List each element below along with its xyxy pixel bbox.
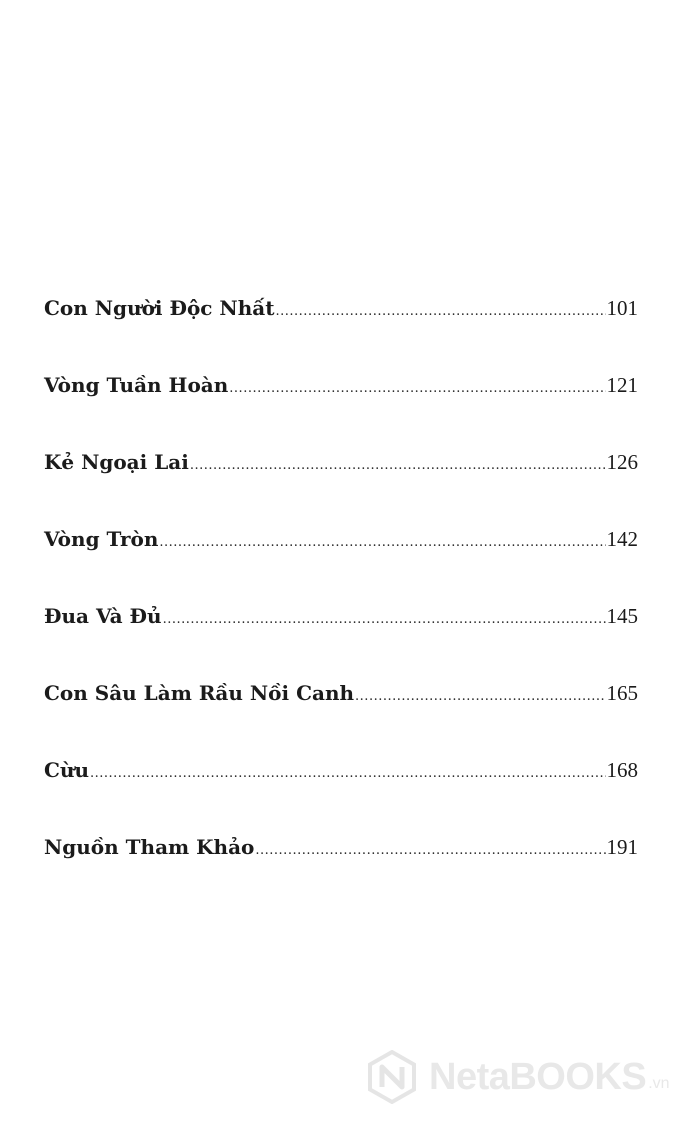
toc-entry[interactable] [44, 371, 638, 448]
toc-leader-dots [255, 837, 605, 865]
toc-entry-page: 168 [606, 758, 638, 782]
toc-entry[interactable] [44, 294, 638, 371]
toc-entry[interactable] [44, 679, 638, 756]
toc-entry-title: Con Sâu Làm Rầu Nồi Canh [44, 681, 355, 705]
toc-leader-dots [229, 375, 605, 403]
watermark-brand: NetaBOOKS [429, 1055, 647, 1098]
toc-entry[interactable] [44, 756, 638, 833]
toc-entry-title: Vòng Tròn [44, 527, 159, 551]
toc-entry-page: 191 [606, 835, 638, 859]
netabooks-logo-icon [365, 1050, 419, 1104]
toc-entry-title: Vòng Tuần Hoàn [44, 373, 229, 397]
toc-leader-dots [355, 683, 605, 711]
toc-entry-title: Đua Và Đủ [44, 604, 162, 628]
toc-entry[interactable] [44, 448, 638, 525]
toc-entry[interactable] [44, 833, 638, 910]
watermark-suffix: .vn [648, 1075, 670, 1092]
watermark [365, 1042, 670, 1112]
table-of-contents [44, 294, 638, 910]
toc-leader-dots [163, 606, 606, 634]
toc-leader-dots [275, 298, 605, 326]
toc-entry-page: 121 [606, 373, 638, 397]
toc-leader-dots [190, 452, 606, 480]
toc-entry-title: Kẻ Ngoại Lai [44, 450, 189, 474]
toc-entry-title: Nguồn Tham Khảo [44, 835, 255, 859]
toc-entry-page: 126 [606, 450, 638, 474]
toc-entry[interactable] [44, 602, 638, 679]
toc-entry-page: 145 [606, 604, 638, 628]
toc-entry-page: 101 [606, 296, 638, 320]
toc-leader-dots [90, 760, 606, 788]
toc-entry-title: Con Người Độc Nhất [44, 296, 275, 320]
toc-entry-page: 142 [606, 527, 638, 551]
toc-entry[interactable] [44, 525, 638, 602]
toc-leader-dots [159, 529, 605, 557]
toc-entry-page: 165 [606, 681, 638, 705]
toc-entry-title: Cừu [44, 758, 89, 782]
